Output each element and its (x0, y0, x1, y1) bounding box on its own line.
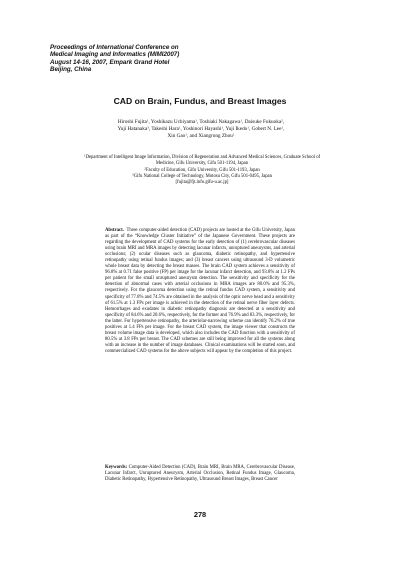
author-name: Takeshi Hara (151, 126, 179, 132)
author-affiliation-mark: 2 (281, 118, 283, 123)
affiliation-mark: 3 (132, 172, 134, 177)
author-affiliation-mark: 3 (147, 125, 149, 130)
affiliation-mark: 1 (83, 153, 86, 158)
affiliation-text: Department of Intelligent Image Information, Division of Regeneration and Advanced Medical Sciences, Graduate School of Medicine, Gifu University, Gifu 501-1194, Japan (85, 155, 321, 167)
affiliation (82, 155, 322, 168)
author-name: Yuji Ikedo (225, 126, 248, 132)
author-affiliation-mark: 1 (185, 132, 187, 137)
author-list: Hiroshi Fujita$^1$, Yoshikazu Uchiyama$^1$, Toshiaki Nakagawa$^1$, Daisuke Fukuoka$^2$, Yuji Hatanaka$^3$, Takeshi Hara$^1$, Yoshinori Hayashi$^1$, Yuji Ikedo$^1$, Gobert N. Lee$^1$, Xin Gao$^1$, and Xiangrong Zhou$^1$ (117, 118, 285, 139)
affiliation-block (82, 155, 322, 186)
abstract-label: Abstract. (105, 228, 124, 233)
page-number: 278 (193, 510, 207, 519)
author-affiliation-mark: 1 (281, 125, 284, 130)
keywords-text: Computer-Aided Detection (CAD), Brain MRI, Brain MRA, Cerebrovascular Disease, Lacunar Infarct, Unruptured Aneurysm, Arterial Occlusion, Retinal Fundus Image, Glaucoma, Diabetic Retinopathy, Hypertensive Retinopathy, Ultrasound Breast Images, Breast Cancer (105, 465, 296, 483)
abstract-text: Three computer-aided detection (CAD) projects are hosted at the Gifu University, Japan as part of the “Knowledge Cluster Initiative” of the Japanese Government. These projects are regarding the development of CAD systems for the early detection of (1) cerebrovascular diseases using brain MRI and MRA images by detecting lacunar infarcts, unruptured aneurysms, and arterial occlusions; (2) ocular diseases such as glaucoma, diabetic retinopathy, and hypertensive retinopathy using retinal fundus images; and (3) breast cancers using ultrasound 3-D volumetric whole breast data by detecting the breast masses. The brain CAD system achieves a sensitivity of 96.8% at 0.71 false positive (FP) per image for the lacunar infarct detection, and 93.8% at 1.2 FPs per patient for the small unruptured aneurysm detection. The sensitivity and specificity for the detection of abnormal cases with arterial occlusions in MRA images are 80.0% and 95.3%, respectively. For the glaucoma detection using the retinal fundus CAD system, a sensitivity and specificity of 77.8% and 74.5% are obtained in the analysis of the optic nerve head and a sensitivity of 61.5% at 1.3 FPs per image is achieved in the detection of the retinal nerve fiber layer defects. Hemorrhages and exudates in diabetic retinopathy diagnosis are detected at a sensitivity and specificity of 84.6% and 20.6%, respectively, for the former and 76.9% and 83.3%, respectively, for the latter. For hypertensive retinopathy, the arteriolar-narrowing scheme can identify 76.2% of true positives at 1.4 FPs per image. For the breast CAD system, the image viewer that constructs the breast volume image data is developed, which also includes the CAD function with a sensitivity of 80.5% at 3.8 FPs per breast. The CAD schemes are still being improved for all the systems along with an increase in the number of image databases. Clinical examinations will be started soon, and commercialized CAD systems for the above subjects will appear by the completion of this project. (105, 228, 296, 354)
author-affiliation-mark: 1 (178, 125, 181, 130)
author-name: Yoshinori Hayashi (182, 126, 222, 132)
proceedings-line: August 14-16, 2007, Empark Grand Hotel (50, 58, 170, 66)
affiliation-text: Faculty of Education, Gifu University, Gifu 501-1193, Japan (145, 167, 260, 173)
author-name: and Xiangrong Zhou (189, 133, 233, 139)
author-affiliation-mark: 1 (240, 118, 243, 123)
author-affiliation-mark: 1 (247, 125, 249, 130)
author-name: Hiroshi Fujita (117, 119, 147, 125)
keywords-label: Keywords: (105, 465, 128, 470)
affiliation-mark: 2 (144, 166, 146, 170)
author-affiliation-mark: 1 (221, 125, 224, 130)
proceedings-line: Beijing, China (50, 65, 92, 73)
proceedings-line: Proceedings of International Conference on (50, 44, 179, 51)
proceedings-line: Medical Imaging and Informatics (MIMI2007) (50, 51, 180, 59)
affiliation-text: Gifu National College of Technology, Motosu City, Gifu 501-0495, Japan (133, 173, 272, 179)
keywords-section (105, 465, 295, 483)
author-name: Toshiaki Nakagawa (199, 119, 241, 125)
author-affiliation-mark: 1 (195, 118, 197, 123)
abstract-section (105, 228, 295, 355)
author-name: Daisuke Fukuoka (244, 119, 282, 125)
proceedings-header (50, 44, 350, 73)
author-name: Xin Gao (167, 133, 186, 139)
author-affiliation-mark: 1 (232, 132, 235, 137)
author-affiliation-mark: 1 (146, 118, 149, 123)
contact-email: [fujita@fjt.info.gifu-u.ac.jp] (175, 180, 229, 186)
author-name: Yuji Hatanaka (117, 126, 148, 132)
paper-title: CAD on Brain, Fundus, and Breast Images (113, 96, 287, 106)
author-name: Yoshikazu Uchiyama (150, 119, 196, 125)
author-name: Gobert N. Lee (251, 126, 282, 132)
